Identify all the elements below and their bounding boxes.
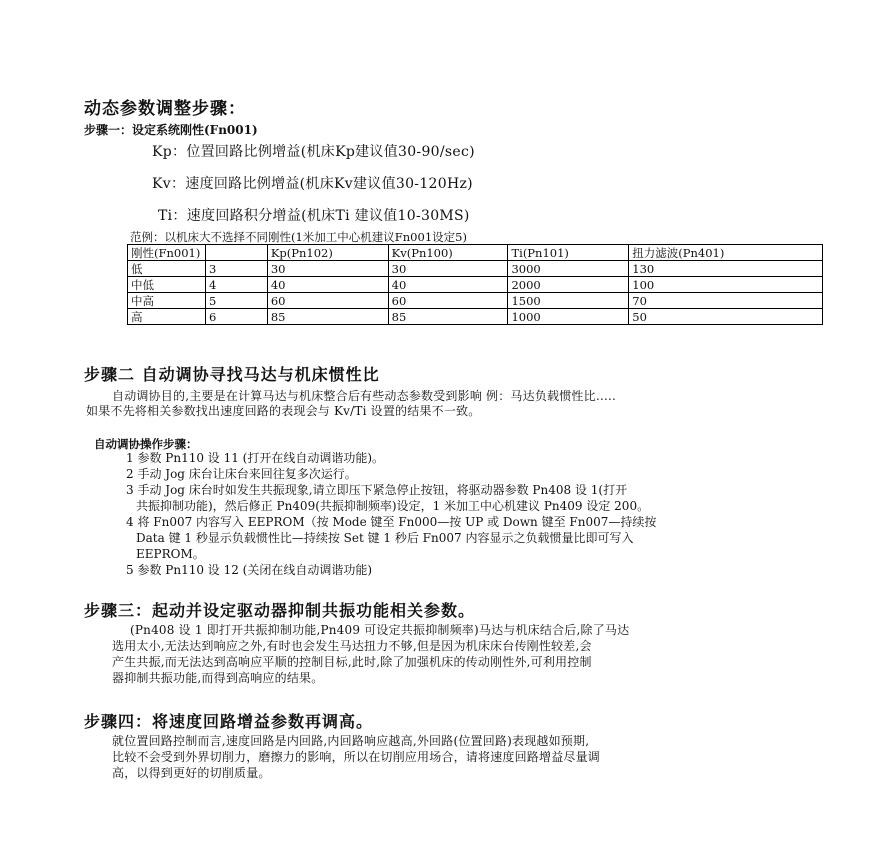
list-item: 2 手动 Jog 床台让床台来回往复多次运行。 (126, 467, 357, 481)
table-cell: 60 (388, 293, 508, 309)
table-cell: 70 (629, 293, 823, 309)
table-cell: 中低 (128, 277, 206, 293)
list-item: 1 参数 Pn110 设 11 (打开在线自动调谐功能)。 (126, 451, 385, 465)
table-cell: 30 (388, 261, 508, 277)
table-row (128, 277, 823, 293)
step4-paragraph-line: 比较不会受到外界切削力，磨擦力的影响，所以在切削应用场合，请将速度回路增益尽量调 (112, 750, 601, 764)
table-cell: 1000 (508, 309, 629, 325)
header-cell: 刚性(Fn001) (128, 245, 206, 261)
table-cell: 60 (267, 293, 388, 309)
list-item-continued: 共振抑制功能)，然后修正 Pn409(共振抑制频率)设定，1 米加工中心机建议 Pn409 设定 200。 (136, 499, 650, 513)
step2-paragraph-line: 如果不先将相关参数找出速度回路的表现会与 Kv/Ti 设置的结果不一致。 (86, 404, 481, 418)
table-cell: 40 (388, 277, 508, 293)
header-cell: Kv(Pn100) (388, 245, 508, 261)
table-cell: 6 (205, 309, 267, 325)
table-cell: 85 (267, 309, 388, 325)
list-item: 4 将 Fn007 内容写入 EEPROM（按 Mode 键至 Fn000—按 UP 或 Down 键至 Fn007—持续按 (126, 515, 657, 529)
table-cell: 30 (267, 261, 388, 277)
header-cell: Ti(Pn101) (508, 245, 629, 261)
step4-heading: 步骤四：将速度回路增益参数再调高。 (84, 712, 374, 731)
step1-heading: 步骤一：设定系统刚性(Fn001) (84, 123, 258, 137)
table-cell: 85 (388, 309, 508, 325)
step4-paragraph-line: 就位置回路控制而言,速度回路是内回路,内回路响应越高,外回路(位置回路)表现越如预期, (112, 734, 590, 748)
step3-paragraph-line: 器抑制共振功能,而得到高响应的结果。 (112, 671, 324, 685)
list-item: 5 参数 Pn110 设 12 (关闭在线自动调谐功能) (126, 563, 373, 577)
table-header-row (128, 245, 823, 261)
table-cell: 130 (629, 261, 823, 277)
table-row (128, 309, 823, 325)
ti-description: Ti：速度回路积分增益(机床Ti 建议值10-30MS) (158, 208, 470, 224)
table-cell: 中高 (128, 293, 206, 309)
step3-paragraph-line: 产生共振,而无法达到高响应平顺的控制目标,此时,除了加强机床的传动刚性外,可利用控制 (112, 655, 592, 669)
table-cell: 2000 (508, 277, 629, 293)
table-cell: 低 (128, 261, 206, 277)
table-cell: 50 (629, 309, 823, 325)
table-cell: 3000 (508, 261, 629, 277)
list-item-continued: EEPROM。 (136, 547, 205, 561)
table-row (128, 261, 823, 277)
step3-heading: 步骤三：起动并设定驱动器抑制共振功能相关参数。 (84, 601, 476, 620)
kp-description: Kp：位置回路比例增益(机床Kp建议值30-90/sec) (152, 144, 475, 160)
table-cell: 40 (267, 277, 388, 293)
step2-heading: 步骤二 自动调协寻找马达与机床惯性比 (84, 365, 380, 384)
table-cell: 3 (205, 261, 267, 277)
kv-description: Kv：速度回路比例增益(机床Kv建议值30-120Hz) (152, 176, 473, 192)
step3-paragraph-line: (Pn408 设 1 即打开共振抑制功能,Pn409 可设定共振抑制频率)马达与机床结合后,除了马达 (130, 623, 630, 637)
ops-title: 自动调协操作步骤： (94, 437, 198, 451)
example-note: 范例：以机床大不选择不同刚性(1米加工中心机建议Fn001设定5) (130, 230, 467, 244)
ops-list (126, 450, 656, 578)
header-cell (205, 245, 267, 261)
list-item-continued: Data 键 1 秒显示负载惯性比—持续按 Set 键 1 秒后 Fn007 内容显示之负载惯量比即可写入 (136, 531, 634, 545)
document-title: 动态参数调整步骤： (84, 99, 246, 119)
table-cell: 1500 (508, 293, 629, 309)
step4-paragraph-line: 高，以得到更好的切削质量。 (112, 766, 271, 780)
table-cell: 5 (205, 293, 267, 309)
table-row (128, 293, 823, 309)
table-cell: 100 (629, 277, 823, 293)
step2-paragraph-line: 自动调协目的,主要是在计算马达与机床整合后有些动态参数受到影响 例：马达负载惯性比….. (112, 389, 617, 403)
table-cell: 4 (205, 277, 267, 293)
header-cell: 扭力滤波(Pn401) (629, 245, 823, 261)
table-cell: 高 (128, 309, 206, 325)
rigidity-table (127, 244, 823, 325)
step3-paragraph-line: 选用太小,无法达到响应之外,有时也会发生马达扭力不够,但是因为机床床台传刚性较差,会 (112, 639, 592, 653)
list-item: 3 手动 Jog 床台时如发生共振现象,请立即压下紧急停止按钮，将驱动器参数 Pn408 设 1(打开 (126, 483, 628, 497)
header-cell: Kp(Pn102) (267, 245, 388, 261)
